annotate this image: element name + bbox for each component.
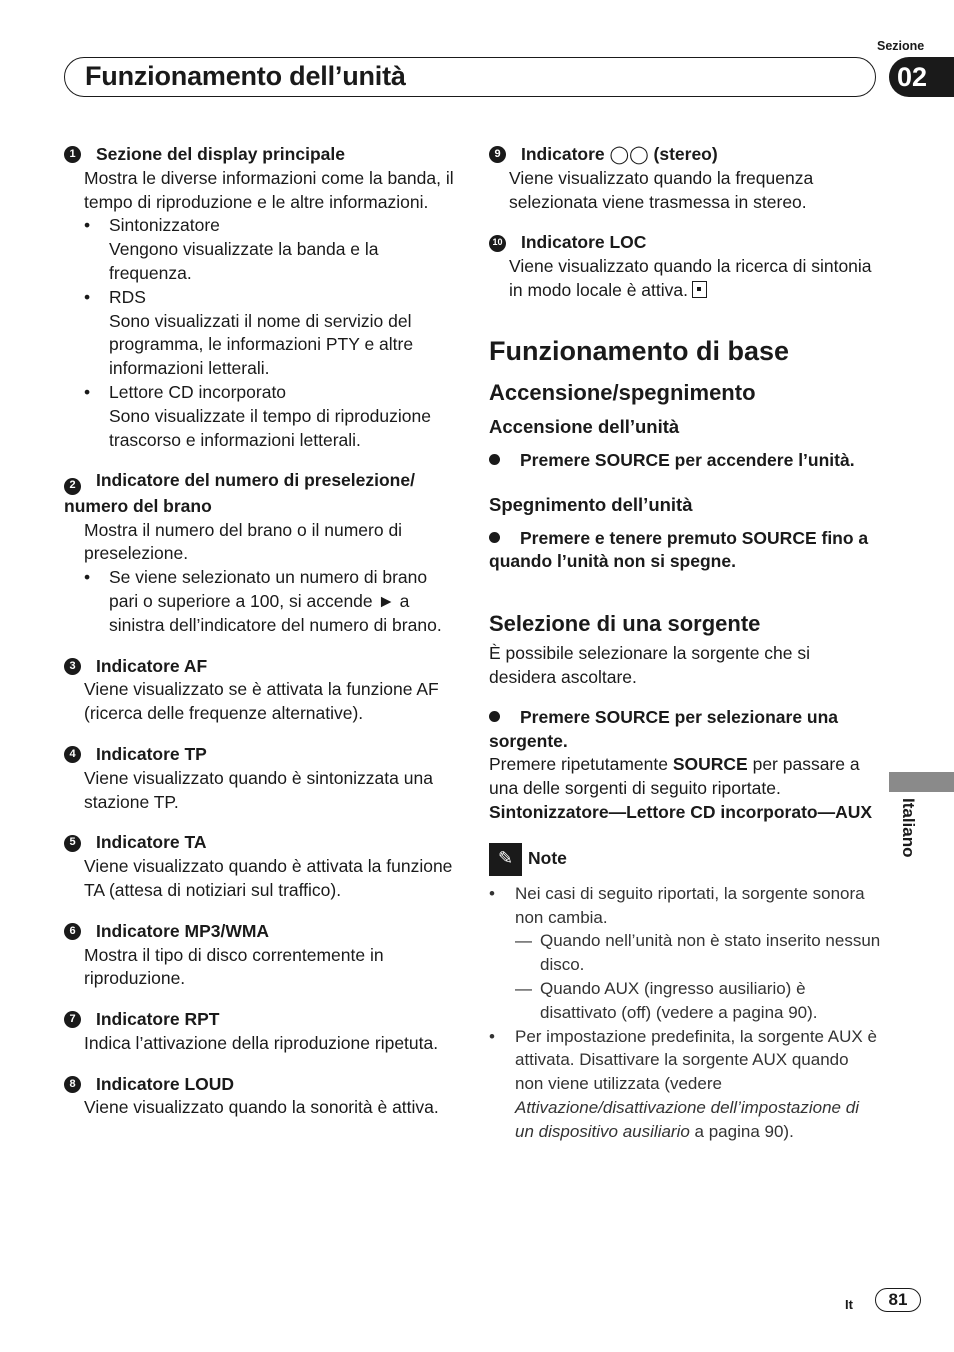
item-2 [64,469,454,637]
item-title: Indicatore LOUD [96,1073,235,1094]
number-badge-icon: 1 [64,146,81,163]
number-badge-icon: 6 [64,923,81,940]
item-title: Indicatore del numero di preselezione/ numero del brano [64,470,415,516]
section-number-badge: 02 [889,57,954,97]
item-8 [64,1073,454,1121]
source-intro: È possibile selezionare la sorgente che si desidera ascoltare. [489,643,811,687]
item-title: Indicatore TA [96,832,207,853]
list-item: • RDS Sono visualizzati il nome di servizio del programma, le informazioni PTY e altre informazioni letterali. [64,286,454,381]
language-tab [889,772,954,792]
page-title: Funzionamento dell’unità [85,61,406,91]
item-description: Viene visualizzato se è attivata la funzione AF (ricerca delle frequenze alternative). [84,679,439,724]
list-item: • Sintonizzatore Vengono visualizzate la banda e la frequenza. [64,214,454,285]
step-power-off: Premere e tenere premuto SOURCE fino a quando l’unità non si spegne. [489,527,869,572]
note-subitem: — Quando nell’unità non è stato inserito nessun disco. [489,929,881,977]
item-title: Sezione del display principale [96,144,345,164]
item-title: Indicatore RPT [96,1009,220,1030]
item-description: Viene visualizzato quando la ricerca di sintonia in modo locale è attiva. [509,256,872,300]
end-mark-icon [692,281,707,298]
item-description: Mostra le diverse informazioni come la banda, il tempo di riproduzione e le altre informazioni. [84,167,454,212]
bullet-icon: • [489,1026,495,1046]
number-badge-icon: 5 [64,835,81,852]
number-badge-icon: 4 [64,746,81,763]
step-dot-icon [489,532,500,543]
number-badge-icon: 8 [64,1076,81,1093]
item-6 [64,920,454,991]
page-number: 81 [875,1288,921,1312]
item-title: Indicatore MP3/WMA [96,920,270,941]
bullet-icon: • [489,883,495,903]
bullet-icon: • [84,381,91,402]
item-title: Indicatore ◯◯ (stereo) [521,144,718,164]
step-dot-icon [489,454,500,465]
step-select-source: Premere SOURCE per selezionare una sorgente. [489,706,839,751]
item-title: Indicatore TP [96,743,207,764]
section-label: Sezione [877,39,925,53]
heading-select-source: Selezione di una sorgente [489,611,761,637]
item-1 [64,143,454,452]
item-description: Mostra il tipo di disco correntemente in riproduzione. [84,944,384,989]
item-description: Viene visualizzato quando è attivata la funzione TA (attesa di notiziari sul traffico). [84,856,453,900]
item-description: Indica l’attivazione della riproduzione ripetuta. [84,1032,439,1053]
source-list: Sintonizzatore—Lettore CD incorporato—AUX [489,801,873,822]
source-description: Premere ripetutamente SOURCE per passare a una delle sorgenti di seguito riportate. [489,754,860,799]
item-5 [64,831,454,902]
item-description: Viene visualizzato quando è sintonizzata una stazione TP. [84,767,433,812]
heading-power: Accensione/spegnimento [489,379,756,405]
item-title: Indicatore AF [96,655,208,676]
list-item: • Lettore CD incorporato Sono visualizzate il tempo di riproduzione trascorso e informazioni letterali. [64,381,454,452]
list-item: • Se viene selezionato un numero di brano pari o superiore a 100, si accende ► a sinistra dell’indicatore del numero di brano. [64,566,454,637]
right-column [489,143,881,1144]
bullet-icon: • [84,567,91,588]
item-4 [64,743,454,814]
note-item: • Per impostazione predefinita, la sorgente AUX è attivata. Disattivare la sorgente AUX quando non viene utilizzata (vedere Attivazione/disattivazione dell’impostazione di un dispositivo ausiliario a pagina 90). [489,1025,881,1144]
item-description: Viene visualizzato quando la sonorità è attiva. [84,1097,439,1118]
step-power-on: Premere SOURCE per accendere l’unità. [489,449,881,473]
bullet-icon: • [84,215,91,236]
header-bar [64,57,876,97]
number-badge-icon: 10 [489,235,506,252]
item-10 [489,231,881,302]
dash-icon: — [515,978,532,998]
number-badge-icon: 2 [64,478,81,495]
language-label: Italiano [899,798,918,858]
item-3 [64,655,454,726]
heading-power-off: Spegnimento dell’unità [489,493,693,515]
number-badge-icon: 9 [489,146,506,163]
heading-power-on: Accensione dell’unità [489,415,680,437]
item-description: Viene visualizzato quando la frequenza selezionata viene trasmessa in stereo. [509,167,814,212]
item-9 [489,143,881,214]
number-badge-icon: 7 [64,1011,81,1028]
heading-basic-operation: Funzionamento di base [489,335,790,366]
left-column [64,143,454,1137]
footer-language: It [845,1297,853,1312]
item-7 [64,1008,454,1056]
note-subitem: — Quando AUX (ingresso ausiliario) è disattivato (off) (vedere a pagina 90). [489,977,881,1025]
note-header: ✎ Note [489,843,881,876]
dash-icon: — [515,931,532,951]
item-description: Mostra il numero del brano o il numero di preselezione. [84,519,403,564]
step-dot-icon [489,711,500,722]
bullet-icon: • [84,286,91,307]
note-item: • Nei casi di seguito riportati, la sorgente sonora non cambia. [489,882,881,930]
item-title: Indicatore LOC [521,232,647,253]
pencil-icon: ✎ [489,843,522,876]
number-badge-icon: 3 [64,658,81,675]
